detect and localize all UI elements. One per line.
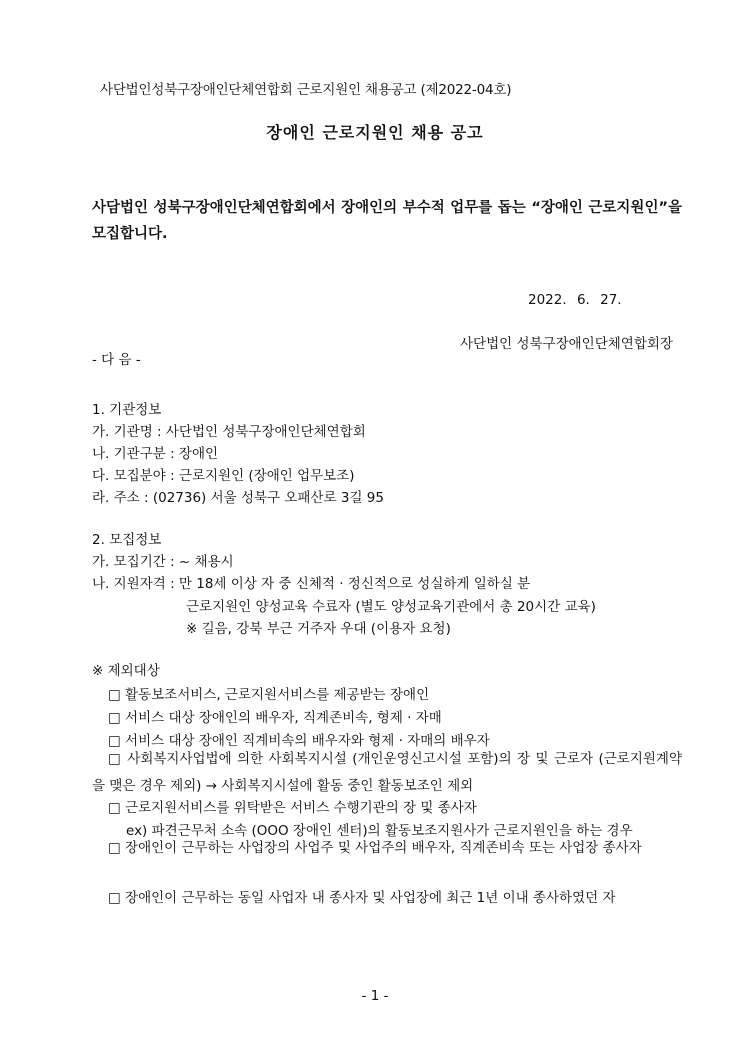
section1-heading: 1. 기관정보 bbox=[92, 402, 162, 418]
announcement-date: 2022. 6. 27. bbox=[528, 292, 622, 308]
exclusion-item: □ 활동보조서비스, 근로지원서비스를 제공받는 장애인 bbox=[108, 687, 430, 703]
section2-qualification-note: ※ 길음, 강북 부근 거주자 우대 (이용자 요청) bbox=[186, 621, 451, 637]
exclusion-item: □ 서비스 대상 장애인 직계비속의 배우자와 형제 · 자매의 배우자 bbox=[108, 733, 490, 749]
section1-item: 가. 기관명 : 사단법인 성북구장애인단체연합회 bbox=[92, 424, 366, 440]
exclusion-heading: ※ 제외대상 bbox=[92, 663, 160, 679]
dam-heading: - 다 음 - bbox=[92, 352, 141, 368]
section2-qualification: 나. 지원자격 : 만 18세 이상 자 중 신체적 · 정신적으로 성실하게 일하실 분 bbox=[92, 576, 531, 592]
exclusion-item: □ 장애인이 근무하는 동일 사업자 내 종사자 및 사업장에 최근 1년 이내 종사하였던 자 bbox=[108, 890, 616, 906]
exclusion-item: □ 서비스 대상 장애인의 배우자, 직계존비속, 형제 · 자매 bbox=[108, 710, 442, 726]
page-title: 장애인 근로지원인 채용 공고 bbox=[266, 123, 484, 142]
exclusion-item: □ 사회복지사업법에 의한 사회복지시설 (개인운영신고시설 포함)의 장 및 근로자 (근로지원계약을 맺은 경우 제외) → 사회복지시설에 활동 중인 활동보조인 제외 bbox=[92, 751, 682, 794]
exclusion-item: □ 장애인이 근무하는 사업장의 사업주 및 사업주의 배우자, 직계존비속 또는 사업장 종사자 bbox=[108, 840, 642, 856]
section2-period: 가. 모집기간 : ~ 채용시 bbox=[92, 554, 234, 570]
section1-item: 나. 기관구분 : 장애인 bbox=[92, 446, 219, 462]
page-number: - 1 - bbox=[361, 988, 389, 1004]
exclusion-example: ex) 파견근무처 소속 (OOO 장애인 센터)의 활동보조지원사가 근로지원인을 하는 경우 bbox=[126, 823, 633, 839]
section1-item: 라. 주소 : (02736) 서울 성북구 오패산로 3길 95 bbox=[92, 490, 384, 506]
section2-qualification-cont: 근로지원인 양성교육 수료자 (별도 양성교육기관에서 총 20시간 교육) bbox=[186, 599, 596, 615]
exclusion-item: □ 근로지원서비스를 위탁받은 서비스 수행기관의 장 및 종사자 bbox=[108, 800, 477, 816]
section1-item: 다. 모집분야 : 근로지원인 (장애인 업무보조) bbox=[92, 468, 355, 484]
section2-heading: 2. 모집정보 bbox=[92, 532, 162, 548]
intro-paragraph: 사담법인 성북구장애인단체연합회에서 장애인의 부수적 업무를 돕는 “장애인 근로지원인”을 모집합니다. bbox=[92, 200, 682, 242]
org-signature: 사단법인 성북구장애인단체연합회장 bbox=[460, 336, 673, 352]
document-header: 사단법인성북구장애인단체연합회 근로지원인 채용공고 (제2022-04호) bbox=[100, 82, 512, 98]
